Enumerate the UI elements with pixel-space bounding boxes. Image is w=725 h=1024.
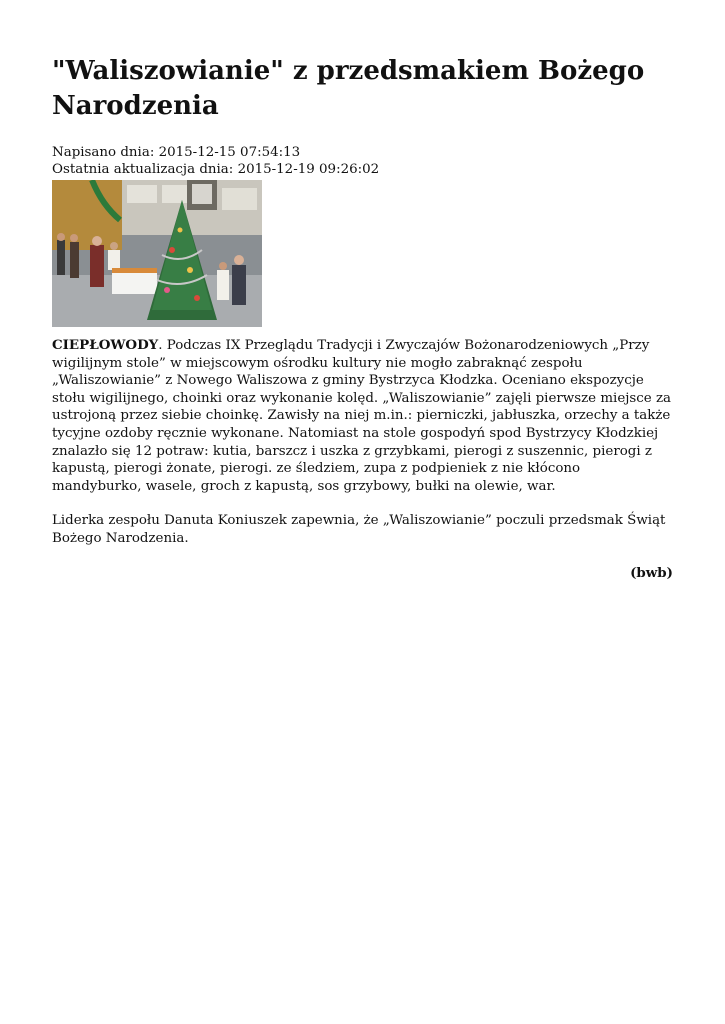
article	[52, 54, 673, 581]
article-meta	[52, 144, 673, 178]
updated-date: 2015-12-19 09:26:02	[237, 162, 380, 177]
article-photo	[52, 180, 262, 327]
updated-label: Ostatnia aktualizacja dnia:	[52, 162, 234, 177]
paragraph-2: Liderka zespołu Danuta Koniuszek zapewnia, że „Waliszowianie” poczuli przedsmak Świąt Bożego Narodzenia.	[52, 513, 666, 546]
article-title: "Waliszowianie" z przedsmakiem Bożego Narodzenia	[52, 56, 645, 121]
written-label: Napisano dnia:	[52, 145, 155, 160]
paragraph-1	[52, 337, 673, 495]
updated-line	[52, 161, 673, 178]
author-signature: (bwb)	[630, 564, 673, 581]
article-body	[52, 337, 673, 548]
written-line	[52, 144, 673, 161]
paragraph-1-text: . Podczas IX Przeglądu Tradycji i Zwyczajów Bożonarodzeniowych „Przy wigilijnym stole” w miejscowym ośrodku kultury nie mogło zabraknąć zespołu „Waliszowianie” z Nowego Waliszowa z gminy Bystrzyca Kłodzka. Oceniano ekspozycje stołu wigilijnego, choinki oraz wykonanie kolęd. „Waliszowianie” zajęli pierwsze miejsce za ustrojoną przez siebie choinkę. Zawisły na niej m.in.: pierniczki, jabłuszka, orzechy a także tycyjne ozdoby ręcznie wykonane. Natomiast na stole gospodyń spod Bystrzycy Kłodzkiej znalazło się 12 potraw: kutia, barszcz i uszka z grzybkami, pierogi z suszennic, pierogi z kapustą, pierogi żonate, pierogi. ze śledziem, zupa z podpieniek z nie kłócono mandyburko, wasele, groch z kapustą, sos grzybowy, bułki na olewie, war.	[52, 338, 672, 494]
written-date: 2015-12-15 07:54:13	[158, 145, 301, 160]
lead-word: CIEPŁOWODY	[52, 337, 159, 353]
